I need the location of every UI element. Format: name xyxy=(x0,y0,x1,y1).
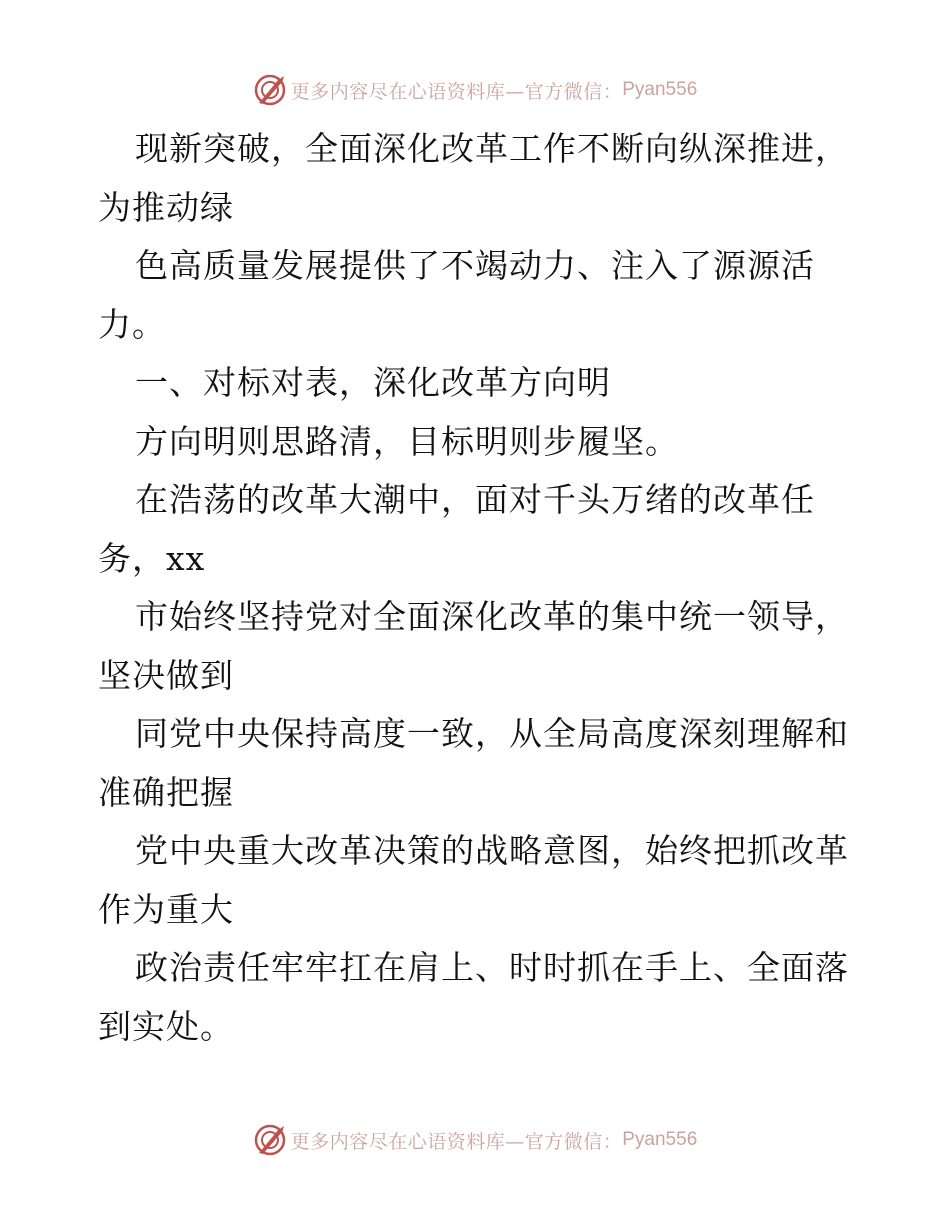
paragraph-line: 政治责任牢牢扛在肩上、时时抓在手上、全面落 xyxy=(135,948,849,987)
wechat-id: Pyan556 xyxy=(622,79,698,100)
footer-watermark xyxy=(0,1120,950,1160)
paragraph-line: 坚决做到 xyxy=(98,655,234,695)
paragraph-line: 现新突破，全面深化改革工作不断向纵深推进， xyxy=(135,129,849,168)
paragraph-line: 务，xx xyxy=(98,538,206,578)
wechat-id: Pyan556 xyxy=(622,1129,698,1150)
paragraph-line: 党中央重大改革决策的战略意图，始终把抓改革 xyxy=(135,831,849,870)
paragraph-line: 准确把握 xyxy=(98,772,234,812)
paragraph-line: 作为重大 xyxy=(98,889,234,929)
watermark-text: 更多内容尽在心语资料库—官方微信： xyxy=(290,80,623,103)
document-body xyxy=(98,120,868,1056)
paragraph-line: 到实处。 xyxy=(98,1006,234,1046)
section-heading: 一、对标对表，深化改革方向明 xyxy=(135,363,611,402)
quill-logo-icon xyxy=(253,73,287,107)
paragraph-line: 色高质量发展提供了不竭动力、注入了源源活 xyxy=(135,246,815,285)
watermark-text: 更多内容尽在心语资料库—官方微信： xyxy=(290,1130,623,1153)
paragraph-line: 为推动绿 xyxy=(98,187,234,227)
paragraph-line: 在浩荡的改革大潮中，面对千头万绪的改革任 xyxy=(135,480,815,519)
paragraph-line: 市始终坚持党对全面深化改革的集中统一领导， xyxy=(135,597,849,636)
paragraph-line: 方向明则思路清，目标明则步履坚。 xyxy=(135,421,679,461)
paragraph-line: 力。 xyxy=(98,304,166,344)
header-watermark xyxy=(0,70,950,110)
paragraph-line: 同党中央保持高度一致，从全局高度深刻理解和 xyxy=(135,714,849,753)
quill-logo-icon xyxy=(253,1123,287,1157)
